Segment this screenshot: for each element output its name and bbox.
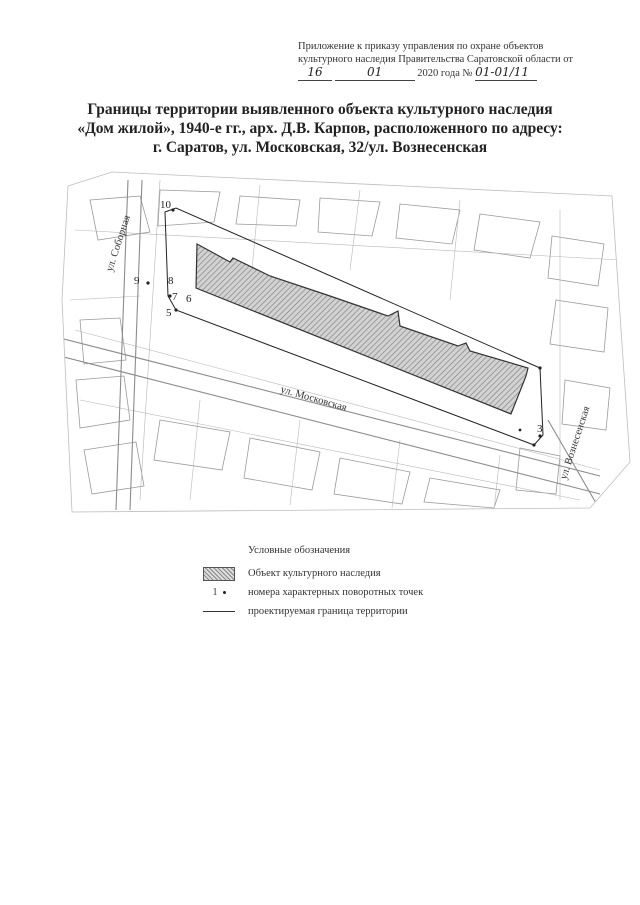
legend-label-heritage: Объект культурного наследия (248, 568, 381, 579)
boundary-line-icon (198, 604, 240, 620)
heritage-object-outline (196, 244, 528, 414)
street-label-voznesenskaya: ул. Вознесенская (558, 404, 593, 481)
title-line-2: «Дом жилой», 1940-е гг., арх. Д.В. Карпов, расположенного по адресу: (77, 120, 563, 137)
date-day: 16 (307, 65, 323, 79)
street-label-moskovskaya: ул. Московская (279, 384, 348, 414)
appendix-line-1: Приложение к приказу управления по охране объектов (298, 41, 544, 52)
title-line-1: Границы территории выявленного объекта культурного наследия (87, 101, 553, 118)
legend-heading: Условные обозначения (248, 545, 351, 556)
year-text: 2020 года № (417, 68, 473, 79)
appendix-line-2: культурного наследия Правительства Саратовской области от (298, 54, 573, 65)
point-label-8: 8 (168, 275, 174, 287)
street-label-sobornaya: ул. Соборная (104, 213, 133, 273)
point-label-9: 9 (134, 275, 140, 287)
point-label-10: 10 (160, 199, 171, 211)
order-number: 01-01/11 (475, 65, 530, 79)
heritage-swatch-icon (198, 566, 240, 582)
legend-item-boundary (198, 602, 518, 621)
point-label-5: 5 (166, 307, 172, 319)
legend (198, 545, 518, 621)
legend-label-points: номера характерных поворотных точек (248, 587, 424, 598)
legend-label-boundary: проектируемая граница территории (248, 606, 408, 617)
point-label-3: 3 (537, 423, 543, 435)
turning-point-icon (198, 585, 240, 601)
point-label-7: 7 (172, 291, 178, 303)
legend-item-heritage (198, 564, 518, 583)
turning-point-symbol: 1 (212, 587, 218, 598)
date-month: 01 (366, 65, 383, 79)
legend-item-points (198, 583, 518, 602)
title-line-3: г. Саратов, ул. Московская, 32/ул. Вознесенская (152, 139, 488, 156)
point-label-6: 6 (186, 293, 192, 305)
